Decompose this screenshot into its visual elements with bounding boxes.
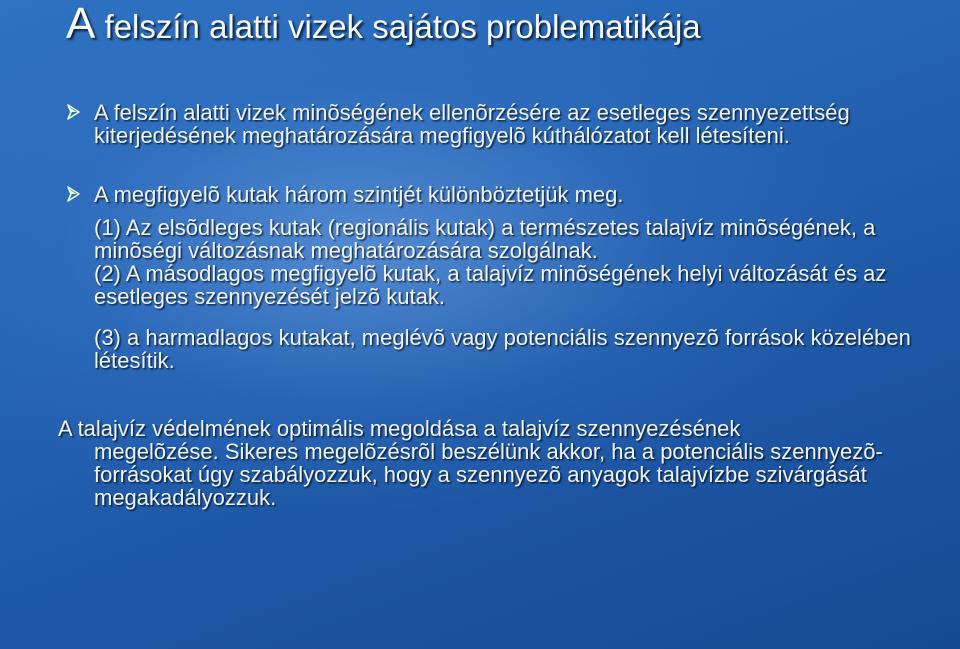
- bullet-1-text: A felszín alatti vizek minõségének ellenõrzésére az esetleges szennyezettség kiterjedésének meghatározására megfigyelõ kúthálózatot kell létesíteni.: [94, 100, 850, 148]
- arrow-bullet-icon: [65, 185, 83, 203]
- slide-title: [66, 0, 701, 51]
- conclusion-first-line: A talajvíz védelmének optimális megoldása a talajvíz szennyezésének: [58, 416, 741, 441]
- bullet-2-text: A megfigyelõ kutak három szintjét különböztetjük meg.: [94, 182, 624, 207]
- slide-title-initial: A: [66, 0, 96, 48]
- conclusion-continuation: megelõzése. Sikeres megelõzésrõl beszélünk akkor, ha a potenciális szennyezõ-forrásokat úgy szabályozzuk, hogy a szennyezõ anyagok talajvízbe szivárgását megakadályozzuk.: [94, 439, 883, 510]
- slide-title-rest: felszín alatti vizek sajátos problematikája: [95, 8, 701, 45]
- conclusion-paragraph: [58, 417, 918, 509]
- arrow-bullet-icon: [65, 103, 83, 121]
- sub-item-2: (2) A másodlagos megfigyelõ kutak, a talajvíz minõségének helyi változását és az esetleges szennyezését jelzõ kutak.: [94, 261, 887, 309]
- sub-item-3: (3) a harmadlagos kutakat, meglévõ vagy potenciális szennyezõ források közelében létesítik.: [94, 325, 911, 373]
- sub-item-1: (1) Az elsõdleges kutak (regionális kutak) a természetes talajvíz minõségének, a minõségi változásnak meghatározására szolgálnak.: [94, 215, 876, 263]
